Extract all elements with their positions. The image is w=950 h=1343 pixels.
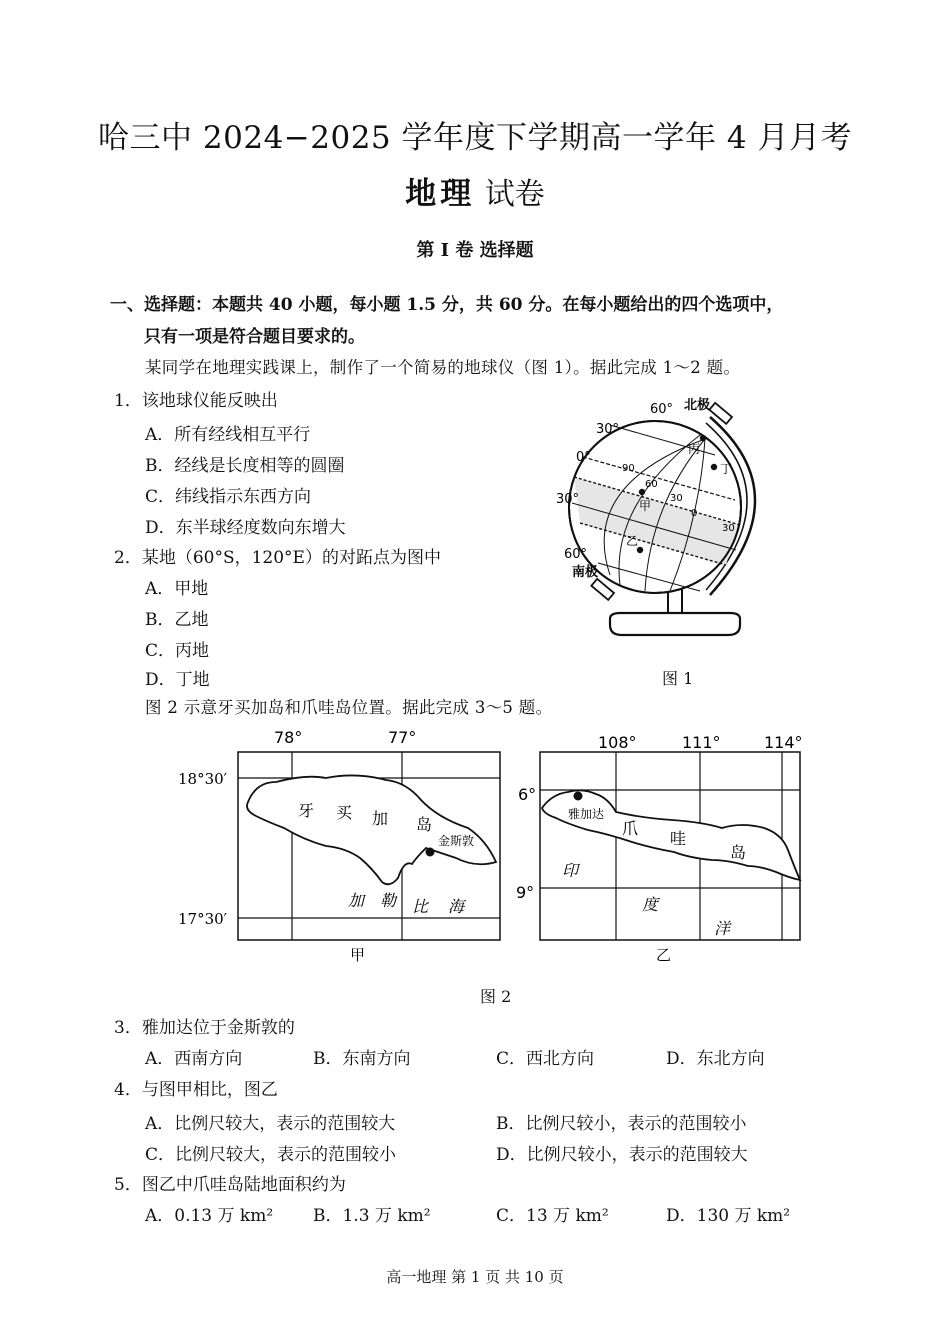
question-option: D．东半球经度数向东增大: [145, 518, 346, 538]
ocean-char: 度: [642, 895, 659, 914]
map-jia-lon-right-label: 77°: [388, 730, 417, 747]
map-jia-name: 甲: [350, 946, 366, 964]
figure1-caption: 图 1: [662, 669, 694, 688]
question-option: A．0.13 万 km²: [145, 1206, 274, 1226]
island-char: 牙: [298, 801, 315, 820]
exam-title: 哈三中 2024−2025 学年度下学期高一学年 4 月月考: [98, 120, 852, 156]
question-stem: 4．与图甲相比，图乙: [114, 1080, 278, 1100]
question-stem: 5．图乙中爪哇岛陆地面积约为: [114, 1175, 346, 1195]
map-yi-lon-c-label: 114°: [764, 733, 803, 752]
question-option: C．比例尺较大，表示的范围较小: [145, 1145, 397, 1165]
map-yi-lat-bottom-label: 9°: [516, 883, 535, 902]
sea-char: 勒: [380, 891, 397, 910]
label-yi: 乙: [626, 534, 639, 548]
question-stem: 2．某地（60°S，120°E）的对跖点为图中: [114, 548, 441, 568]
question-option: C．西北方向: [496, 1049, 595, 1069]
question-option: B．经线是长度相等的圆圈: [145, 456, 345, 476]
city-dot-jakarta: [574, 792, 583, 801]
figure2-caption: 图 2: [480, 987, 512, 1006]
question-option: A．比例尺较大，表示的范围较大: [145, 1114, 396, 1134]
paper-label: 试卷: [484, 177, 545, 212]
jamaica-island: [247, 775, 496, 884]
question-option: D．丁地: [145, 670, 210, 690]
label-jia: 甲: [639, 499, 652, 513]
sea-char: 海: [448, 897, 465, 916]
island-char: 岛: [416, 815, 433, 834]
city-dot-kingston: [426, 848, 435, 857]
exam-subtitle: [0, 168, 950, 213]
label-bing: 丙: [688, 442, 701, 456]
map-yi-lon-b-label: 111°: [682, 733, 721, 752]
question-option: B．乙地: [145, 610, 209, 630]
question-stem: 3．雅加达位于金斯敦的: [114, 1018, 295, 1038]
label-north-pole: 北极: [684, 398, 711, 413]
sea-char: 加: [348, 891, 365, 910]
sea-char: 比: [412, 897, 429, 916]
question-option: D．比例尺较小，表示的范围较大: [496, 1145, 748, 1165]
question-option: C．丙地: [145, 641, 210, 661]
map-yi-name: 乙: [656, 946, 672, 964]
question-option: C．13 万 km²: [496, 1206, 609, 1226]
label-ding: 丁: [720, 462, 733, 476]
question-stem: 1．该地球仪能反映出: [114, 391, 278, 411]
label-lat30s: 30°: [556, 492, 580, 507]
question-option: B．东南方向: [313, 1049, 411, 1069]
map-yi-lon-a-label: 108°: [598, 733, 637, 752]
island-char: 买: [336, 803, 353, 822]
label-lon30b: 30: [722, 523, 735, 534]
figure2-map-jia: [176, 730, 516, 966]
question-option: A．所有经线相互平行: [145, 425, 311, 445]
question-option: A．甲地: [145, 579, 209, 599]
island-char: 哇: [670, 829, 687, 848]
map-jia-lat-top-label: 18°30′: [178, 770, 228, 788]
map-yi-lat-top-label: 6°: [518, 785, 537, 804]
label-lon90: 90: [622, 463, 635, 474]
globe-stand-base: [610, 613, 740, 635]
label-lon60: 60: [645, 479, 658, 490]
figure1-globe: [550, 395, 790, 660]
city-label-jakarta: 雅加达: [568, 807, 605, 821]
question-option: B．比例尺较小，表示的范围较小: [496, 1114, 747, 1134]
question-option: B．1.3 万 km²: [313, 1206, 431, 1226]
intro-q1-2: 某同学在地理实践课上，制作了一个简易的地球仪（图 1）。据此完成 1～2 题。: [145, 358, 741, 377]
label-lon30a: 30: [670, 493, 683, 504]
instructions-line2: 只有一项是符合题目要求的。: [144, 327, 365, 347]
intro-q3-5: 图 2 示意牙买加岛和爪哇岛位置。据此完成 3～5 题。: [145, 698, 553, 717]
island-char: 爪: [622, 819, 639, 838]
point-ding: [711, 464, 717, 470]
label-south-pole: 南极: [572, 565, 599, 580]
figure2-map-yi: [512, 730, 812, 966]
label-lat0: 0°: [576, 450, 591, 465]
question-option: C．纬线指示东西方向: [145, 487, 312, 507]
globe-ring-clip-bottom: [591, 579, 614, 600]
subject-name: 地理: [405, 176, 476, 212]
page-footer: 高一地理 第 1 页 共 10 页: [386, 1268, 564, 1286]
label-lon0: 0: [691, 508, 698, 519]
label-lat60n: 60°: [650, 402, 674, 417]
map-jia-lat-bottom-label: 17°30′: [178, 910, 228, 928]
question-option: D．东北方向: [666, 1049, 765, 1069]
ocean-char: 洋: [714, 919, 731, 938]
instructions: [110, 289, 850, 353]
question-option: A．西南方向: [145, 1049, 243, 1069]
point-bing: [700, 435, 706, 441]
question-option: D．130 万 km²: [666, 1206, 791, 1226]
section-heading: 第 I 卷 选择题: [416, 240, 534, 261]
label-lat60s: 60°: [564, 547, 588, 562]
instructions-line1: 一、选择题：本题共 40 小题，每小题 1.5 分，共 60 分。在每小题给出的四个选项中，: [110, 295, 784, 315]
city-label-kingston: 金斯敦: [438, 834, 475, 848]
island-char: 岛: [730, 843, 747, 862]
island-char: 加: [372, 809, 389, 828]
label-lat30n: 30°: [596, 422, 620, 437]
map-jia-lon-left-label: 78°: [274, 730, 303, 747]
ocean-char: 印: [562, 861, 579, 880]
